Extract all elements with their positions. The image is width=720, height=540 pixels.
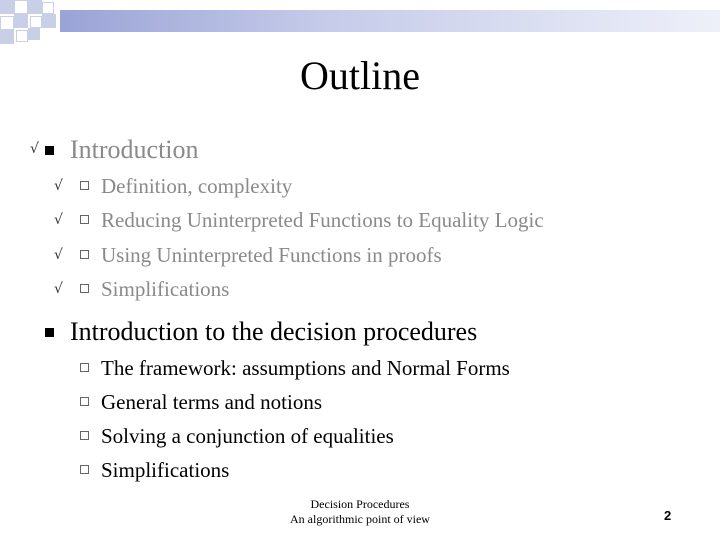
slide-footer — [260, 497, 460, 527]
outline-item[interactable]: General terms and notions — [101, 390, 323, 414]
visited-check-icon: √ — [54, 178, 63, 194]
slide-title: Outline — [300, 53, 420, 98]
visited-check-icon: √ — [54, 212, 63, 228]
corner-decoration — [0, 0, 60, 45]
hollow-square-bullet-icon — [80, 215, 89, 224]
visited-check-icon: √ — [54, 247, 63, 263]
section-heading[interactable]: Introduction — [70, 135, 199, 164]
square-bullet-icon — [45, 328, 54, 337]
outline-item[interactable]: Reducing Uninterpreted Functions to Equality Logic — [101, 208, 544, 232]
outline-item[interactable]: Solving a conjunction of equalities — [101, 424, 394, 448]
hollow-square-bullet-icon — [80, 465, 89, 474]
outline-item[interactable]: Using Uninterpreted Functions in proofs — [101, 243, 442, 267]
square-bullet-icon — [45, 146, 54, 155]
hollow-square-bullet-icon — [80, 181, 89, 190]
header-band — [60, 10, 720, 32]
visited-check-icon: √ — [30, 141, 39, 157]
hollow-square-bullet-icon — [80, 284, 89, 293]
outline-item[interactable]: Definition, complexity — [101, 174, 293, 198]
footer-line: An algorithmic point of view — [290, 512, 430, 526]
outline-item[interactable]: Simplifications — [101, 458, 230, 482]
hollow-square-bullet-icon — [80, 250, 89, 259]
hollow-square-bullet-icon — [80, 363, 89, 372]
section-heading[interactable]: Introduction to the decision procedures — [70, 317, 478, 346]
visited-check-icon: √ — [54, 281, 63, 297]
page-number: 2 — [664, 508, 672, 523]
hollow-square-bullet-icon — [80, 397, 89, 406]
hollow-square-bullet-icon — [80, 431, 89, 440]
outline-item[interactable]: Simplifications — [101, 277, 230, 301]
outline-item[interactable]: The framework: assumptions and Normal Forms — [101, 356, 510, 380]
footer-line: Decision Procedures — [310, 497, 410, 511]
